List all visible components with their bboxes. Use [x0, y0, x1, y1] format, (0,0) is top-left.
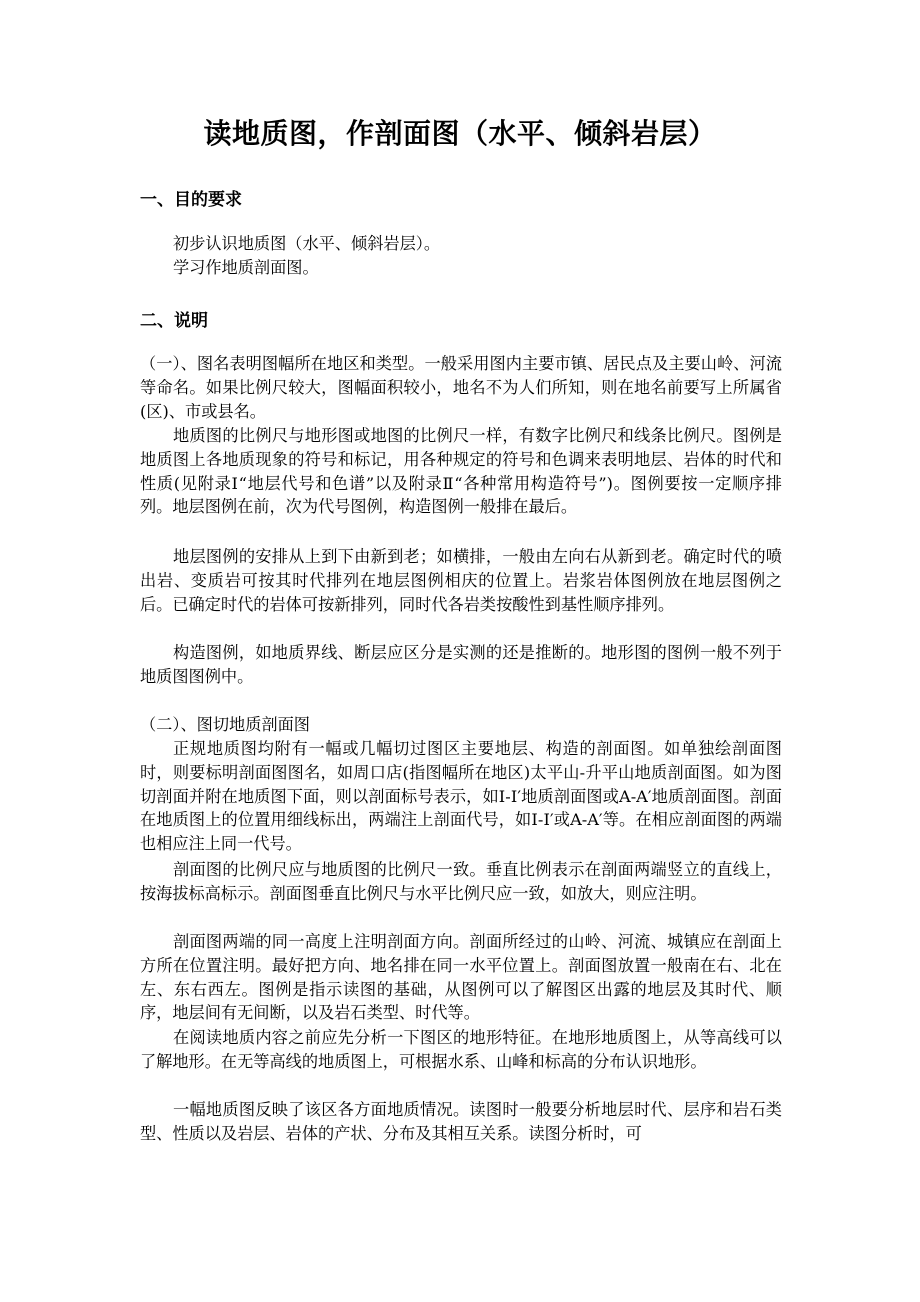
paragraph: 剖面图的比例尺应与地质图的比例尺一致。垂直比例表示在剖面两端竖立的直线上，按海拔标高标示。剖面图垂直比例尺与水平比例尺应一致，如放大，则应注明。: [140, 860, 782, 903]
paragraph: 一幅地质图反映了该区各方面地质情况。读图时一般要分析地层时代、层序和岩石类型、性质以及岩层、岩体的产状、分布及其相互关系。读图分析时，可: [140, 1100, 782, 1143]
paragraph: （一）、图名表明图幅所在地区和类型。一般采用图内主要市镇、居民点及主要山岭、河流等命名。如果比例尺较大，图幅面积较小，地名不为人们所知，则在地名前要写上所属省(区)、市或县名。: [140, 354, 782, 421]
paragraph: 在阅读地质内容之前应先分析一下图区的地形特征。在地形地质图上，从等高线可以了解地形。在无等高线的地质图上，可根据水系、山峰和标高的分布认识地形。: [140, 1028, 782, 1071]
paragraph: 地质图的比例尺与地形图或地图的比例尺一样，有数字比例尺和线条比例尺。图例是地质图上各地质现象的符号和标记，用各种规定的符号和色调来表明地层、岩体的时代和性质(见附录Ⅰ“地层代号和色谱”以及附录Ⅱ“各种常用构造符号”)。图例要按一定顺序排列。地层图例在前，次为代号图例，构造图例一般排在最后。: [140, 426, 782, 517]
paragraph: 剖面图两端的同一高度上注明剖面方向。剖面所经过的山岭、河流、城镇应在剖面上方所在位置注明。最好把方向、地名排在同一水平位置上。剖面图放置一般南在右、北在左、东右西左。图例是指示读图的基础，从图例可以了解图区出露的地层及其时代、顺序，地层间有无间断，以及岩石类型、时代等。: [140, 932, 782, 1023]
paragraph: 构造图例，如地质界线、断层应区分是实测的还是推断的。地形图的图例一般不列于地质图图例中。: [140, 643, 782, 686]
section-heading-objectives: 一、目的要求: [140, 190, 242, 210]
objective-item: 学习作地质剖面图。: [173, 258, 319, 277]
subsection-heading: （二）、图切地质剖面图: [140, 715, 310, 734]
paragraph: 地层图例的安排从上到下由新到老；如横排，一般由左向右从新到老。确定时代的喷出岩、变质岩可按其时代排列在地层图例相庆的位置上。岩浆岩体图例放在地层图例之后。已确定时代的岩体可按新排列，同时代各岩类按酸性到基性顺序排列。: [140, 547, 782, 614]
paragraph: 正规地质图均附有一幅或几幅切过图区主要地层、构造的剖面图。如单独绘剖面图时，则要标明剖面图图名，如周口店(指图幅所在地区)太平山-升平山地质剖面图。如为图切剖面并附在地质图下面，则以剖面标号表示，如Ⅰ-Ⅰ′地质剖面图或A-A′地质剖面图。剖面在地质图上的位置用细线标出，两端注上剖面代号，如Ⅰ-Ⅰ′或A-A′等。在相应剖面图的两端也相应注上同一代号。: [140, 739, 782, 854]
document-title: 读地质图，作剖面图（水平、倾斜岩层）: [203, 117, 717, 150]
section-heading-explanation: 二、说明: [140, 311, 208, 331]
objective-item: 初步认识地质图（水平、倾斜岩层）。: [173, 234, 441, 253]
